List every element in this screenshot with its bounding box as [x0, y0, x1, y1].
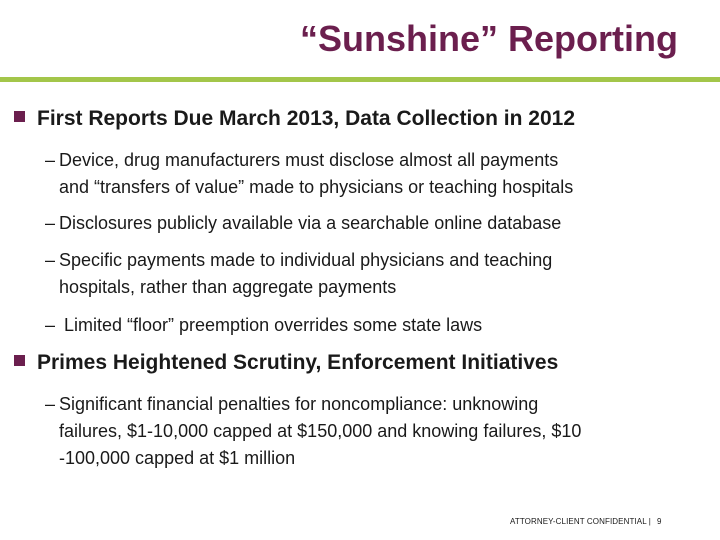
- sub-bullet-penalties: [45, 391, 705, 472]
- sub-bullet-penalties-line1: Significant financial penalties for noncompliance: unknowing: [59, 394, 539, 414]
- sub-bullet-database-line1: Disclosures publicly available via a searchable online database: [59, 213, 562, 233]
- sub-bullet-penalties-line3: -100,000 capped at $1 million: [59, 448, 296, 468]
- sub-bullet-disclose: [45, 147, 705, 201]
- slide-title: “Sunshine” Reporting: [300, 18, 678, 59]
- footer-confidential-label: ATTORNEY-CLIENT CONFIDENTIAL |: [510, 517, 651, 526]
- sub-bullet-preemption: [45, 312, 705, 339]
- dash-icon: –: [45, 213, 56, 233]
- title-divider: [0, 77, 720, 82]
- sub-bullet-disclose-line1: Device, drug manufacturers must disclose almost all payments: [59, 150, 559, 170]
- dash-icon: –: [45, 250, 56, 270]
- bullet-first-reports-text: First Reports Due March 2013, Data Collection in 2012: [37, 107, 576, 130]
- sub-bullet-specific-payments-line2: hospitals, rather than aggregate payments: [59, 277, 397, 297]
- bullet-scrutiny: [14, 351, 558, 375]
- footer: [510, 517, 662, 526]
- sub-bullet-database: [45, 210, 705, 237]
- bullet-scrutiny-text: Primes Heightened Scrutiny, Enforcement Initiatives: [37, 351, 559, 374]
- sub-bullet-specific-payments-line1: Specific payments made to individual physicians and teaching: [59, 250, 553, 270]
- square-bullet-icon: [14, 355, 25, 366]
- square-bullet-icon: [14, 111, 25, 122]
- sub-bullet-disclose-line2: and “transfers of value” made to physicians or teaching hospitals: [59, 177, 574, 197]
- dash-icon: –: [45, 394, 56, 414]
- dash-icon: –: [45, 315, 56, 335]
- sub-bullet-preemption-line1: Limited “floor” preemption overrides some state laws: [59, 315, 483, 335]
- sub-bullet-penalties-line2: failures, $1-10,000 capped at $150,000 and knowing failures, $10: [59, 421, 582, 441]
- bullet-first-reports: [14, 107, 575, 131]
- page-number: 9: [656, 517, 662, 526]
- sub-bullet-specific-payments: [45, 247, 705, 301]
- dash-icon: –: [45, 150, 56, 170]
